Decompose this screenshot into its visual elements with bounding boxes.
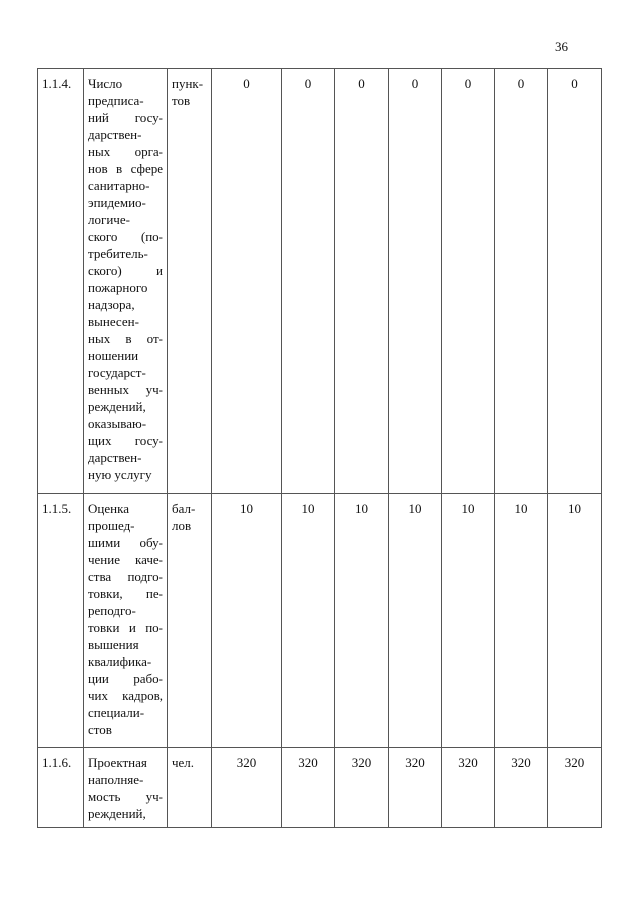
description-line: шими обу- — [88, 535, 163, 550]
description-line: реждений, — [88, 399, 146, 414]
value-cell: 0 — [548, 69, 602, 494]
description-line: ства подго- — [88, 569, 163, 584]
description-line: Оценка — [88, 501, 129, 516]
description-line: наполняе- — [88, 772, 144, 787]
value-cell: 10 — [282, 494, 335, 748]
description-line: дарствен- — [88, 450, 142, 465]
value-cell: 320 — [335, 748, 389, 828]
unit-cell — [168, 69, 212, 494]
description-line: требитель- — [88, 246, 148, 261]
description-line: ского (по- — [88, 229, 163, 244]
description-line: предписа- — [88, 93, 144, 108]
table-row — [38, 748, 602, 828]
table-row — [38, 494, 602, 748]
value-cell: 320 — [389, 748, 442, 828]
unit-cell — [168, 748, 212, 828]
description-line: прошед- — [88, 518, 135, 533]
description-line: щих госу- — [88, 433, 163, 448]
unit-cell — [168, 494, 212, 748]
description-line: ношении — [88, 348, 139, 363]
description-line: товки, пе- — [88, 586, 163, 601]
value-cell: 320 — [548, 748, 602, 828]
description-line: ского) и — [88, 263, 163, 278]
description-line: реподго- — [88, 603, 136, 618]
description-line: реждений, — [88, 806, 146, 821]
value-cell: 10 — [548, 494, 602, 748]
unit-line: бал- — [172, 501, 196, 516]
row-number: 1.1.6. — [38, 748, 84, 828]
value-cell: 10 — [335, 494, 389, 748]
description-line: вышения — [88, 637, 139, 652]
indicator-description — [84, 494, 168, 748]
value-cell: 0 — [212, 69, 282, 494]
description-line: специали- — [88, 705, 145, 720]
page-number: 36 — [555, 39, 568, 54]
value-cell: 10 — [389, 494, 442, 748]
description-line: чение каче- — [88, 552, 163, 567]
description-line: Проектная — [88, 755, 147, 770]
description-line: квалифика- — [88, 654, 152, 669]
description-line: ции рабо- — [88, 671, 163, 686]
description-line: мость уч- — [88, 789, 163, 804]
value-cell: 320 — [282, 748, 335, 828]
unit-line: чел. — [172, 755, 195, 770]
description-line: нов в сфере — [88, 161, 163, 176]
description-line: Число — [88, 76, 123, 91]
description-line: логиче- — [88, 212, 130, 227]
indicator-description — [84, 748, 168, 828]
description-line: ных орга- — [88, 144, 163, 159]
description-line: стов — [88, 722, 112, 737]
unit-line: тов — [172, 93, 191, 108]
row-number: 1.1.4. — [38, 69, 84, 494]
unit-line: пунк- — [172, 76, 204, 91]
description-line: товки и по- — [88, 620, 163, 635]
description-line: ную услугу — [88, 467, 152, 482]
description-line: вынесен- — [88, 314, 139, 329]
description-line: венных уч- — [88, 382, 163, 397]
unit-line: лов — [172, 518, 192, 533]
value-cell: 320 — [212, 748, 282, 828]
description-line: эпидемио- — [88, 195, 146, 210]
description-line: надзора, — [88, 297, 135, 312]
value-cell: 0 — [335, 69, 389, 494]
value-cell: 10 — [212, 494, 282, 748]
description-line: ных в от- — [88, 331, 163, 346]
description-line: оказываю- — [88, 416, 147, 431]
description-line: дарствен- — [88, 127, 142, 142]
value-cell: 0 — [389, 69, 442, 494]
description-line: чих кадров, — [88, 688, 163, 703]
description-line: государст- — [88, 365, 146, 380]
table-row — [38, 69, 602, 494]
indicator-description — [84, 69, 168, 494]
value-cell: 0 — [442, 69, 495, 494]
value-cell: 0 — [282, 69, 335, 494]
description-line: санитарно- — [88, 178, 150, 193]
description-line: пожарного — [88, 280, 148, 295]
value-cell: 320 — [495, 748, 548, 828]
row-number: 1.1.5. — [38, 494, 84, 748]
value-cell: 320 — [442, 748, 495, 828]
description-line: ний госу- — [88, 110, 163, 125]
value-cell: 10 — [442, 494, 495, 748]
value-cell: 10 — [495, 494, 548, 748]
value-cell: 0 — [495, 69, 548, 494]
table-body — [38, 69, 602, 828]
indicator-table — [37, 68, 602, 828]
